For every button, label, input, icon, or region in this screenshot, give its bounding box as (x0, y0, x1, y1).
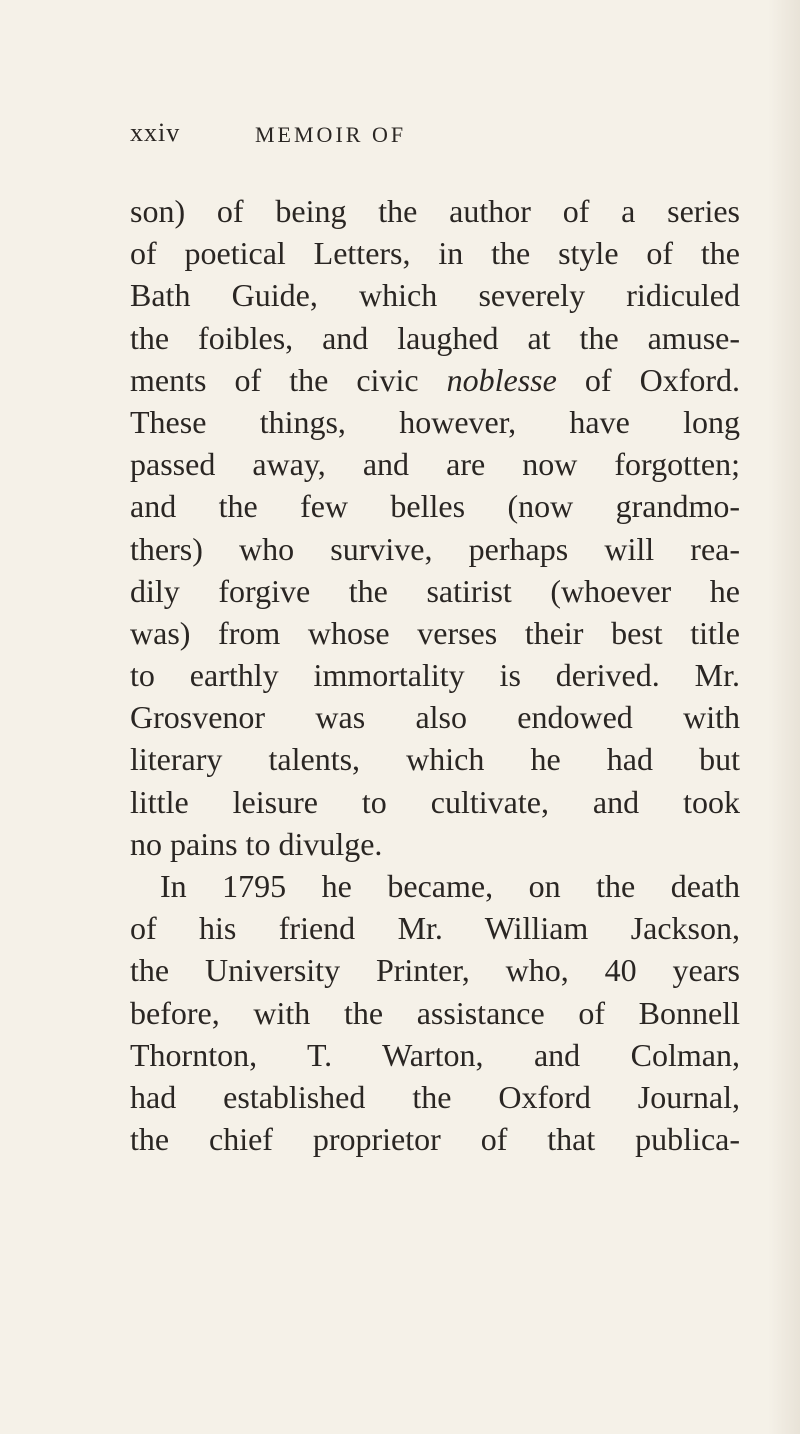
text-segment: of Oxford. (556, 361, 741, 398)
text-line: and the few belles (now grandmo- (130, 488, 740, 525)
text-line: the chief proprietor of that publica- (130, 1121, 740, 1158)
text-line: thers) who survive, perhaps will rea- (130, 530, 740, 567)
text-line: In 1795 he became, on the death (160, 868, 740, 904)
body-text (130, 190, 740, 1160)
text-line: of his friend Mr. William Jackson, (130, 910, 740, 947)
text-line (130, 359, 740, 401)
text-segment: ments of the civic (130, 361, 447, 398)
text-line: These things, however, have long (130, 403, 740, 440)
text-line: Thornton, T. Warton, and Colman, (130, 1036, 740, 1073)
text-line: literary talents, which he had but (130, 741, 740, 778)
running-head: MEMOIR OF (255, 122, 407, 147)
text-line: was) from whose verses their best title (130, 614, 740, 651)
text-line: had established the Oxford Journal, (130, 1078, 740, 1115)
text-line: son) of being the author of a series (130, 193, 740, 229)
italic-word: noblesse (446, 361, 557, 398)
text-line: Bath Guide, which severely ridiculed (130, 277, 740, 314)
text-line: before, with the assistance of Bonnell (130, 994, 740, 1031)
text-line: of poetical Letters, in the style of the (130, 235, 740, 272)
text-line: the University Printer, who, 40 years (130, 952, 740, 989)
page-header (130, 118, 690, 148)
text-line: little leisure to cultivate, and took (130, 783, 740, 820)
text-line: no pains to divulge. (130, 825, 383, 862)
text-line: to earthly immortality is derived. Mr. (130, 657, 740, 694)
text-line: Grosvenor was also endowed with (130, 699, 740, 736)
text-line: the foibles, and laughed at the amuse- (130, 319, 740, 356)
text-line: dily forgive the satirist (whoever he (130, 572, 740, 609)
page-number: xxiv (130, 118, 181, 147)
text-line: passed away, and are now forgotten; (130, 446, 740, 483)
